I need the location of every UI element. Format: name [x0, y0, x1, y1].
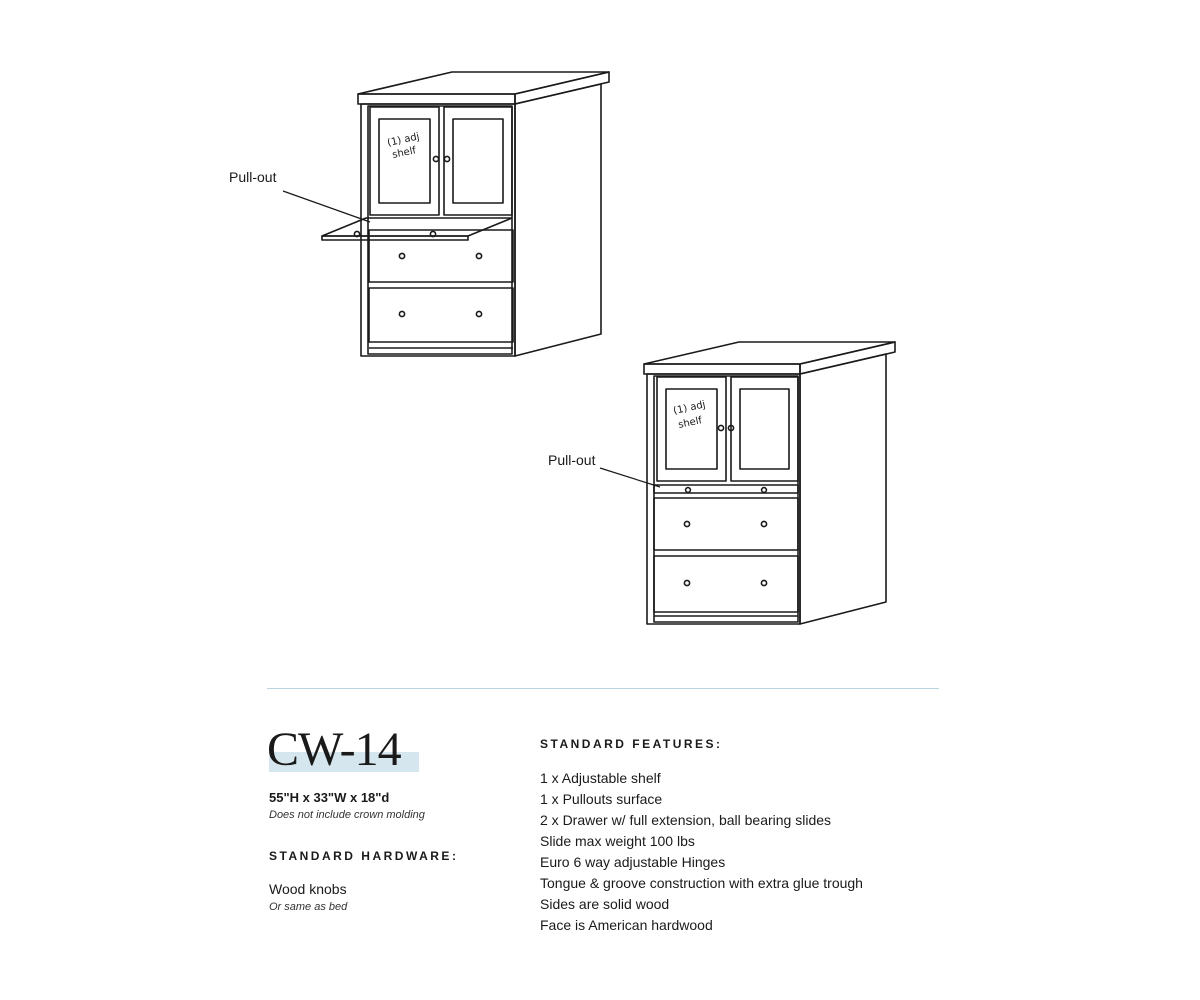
hardware-note: Or same as bed: [269, 901, 348, 913]
dimensions-note: Does not include crown molding: [269, 809, 425, 821]
cabinet-pullout-closed-drawing: [600, 342, 895, 624]
door-note-top-line1: (1) adj: [386, 131, 421, 149]
feature-item: Slide max weight 100 lbs: [540, 833, 695, 849]
model-title: CW-14: [267, 723, 401, 776]
model-title-block: [267, 722, 401, 778]
feature-item: Tongue & groove construction with extra glue trough: [540, 875, 863, 891]
door-note-bottom-line2: shelf: [677, 415, 704, 431]
cabinet-pullout-extended-drawing: [283, 72, 609, 356]
dimensions: 55"H x 33"W x 18"d: [269, 790, 390, 805]
section-divider: [267, 688, 939, 689]
hardware-item: Wood knobs: [269, 881, 347, 897]
feature-item: Euro 6 way adjustable Hinges: [540, 854, 726, 870]
pullout-callout-bottom: Pull-out: [548, 452, 596, 468]
feature-item: Face is American hardwood: [540, 917, 713, 933]
door-note-bottom-line1: (1) adj: [672, 399, 707, 417]
door-note-top-line2: shelf: [391, 145, 418, 161]
feature-item: 1 x Pullouts surface: [540, 791, 663, 807]
hardware-heading: STANDARD HARDWARE:: [269, 849, 459, 863]
features-list: [540, 768, 863, 936]
feature-item: 2 x Drawer w/ full extension, ball bearing slides: [540, 812, 832, 828]
feature-item: 1 x Adjustable shelf: [540, 770, 661, 786]
feature-item: Sides are solid wood: [540, 896, 670, 912]
features-heading: STANDARD FEATURES:: [540, 737, 723, 751]
pullout-callout-top: Pull-out: [229, 169, 277, 185]
